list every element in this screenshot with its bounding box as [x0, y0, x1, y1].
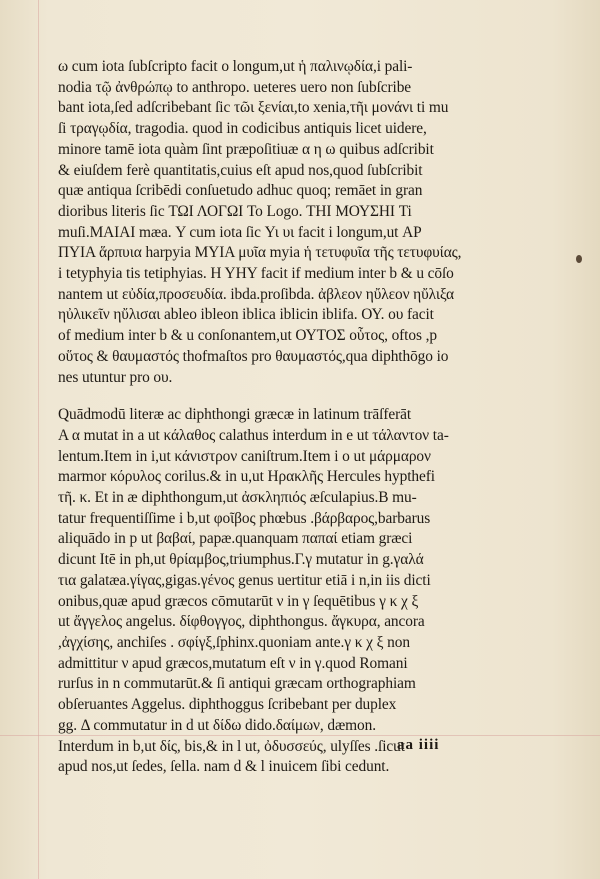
text-line: admittitur ν apud græcos,mutatum eſt ν in γ.quod Romani: [58, 654, 408, 672]
text-line: τια galatæa.γίγας,gigas.γένος genus uertitur etiā i n,in iis dicti: [58, 571, 431, 589]
text-line: ſi τραγῳδία, tragodia. quod in codicibus antiquis licet uidere,: [58, 120, 427, 138]
text-line: onibus,quæ apud græcos cōmutarūt ν in γ ſequētibus γ κ χ ξ: [58, 592, 419, 610]
text-line: ΠΥΙΑ ἅρπυια harpyia ΜΥΙΑ μυῖα myia ἡ τετυφυῖα τῆς τετυφυίας,: [58, 244, 462, 262]
text-line: nes utuntur pro ου.: [58, 368, 173, 386]
text-line: gg. Δ commutatur in d ut δίδω dido.δαίμων, dæmon.: [58, 716, 376, 734]
text-line: bant iota,ſed adſcribebant ſic τῶι ξενίαι,to xenia,τῆι μονάνι ti mu: [58, 99, 449, 117]
text-line: ,ἀγχίσης, anchiſes . σφίγξ,ſphinx.quoniam ante.γ κ χ ξ non: [58, 633, 410, 651]
text-line: i tetyphyia tis tetiphyias. Η ΥΗΥ facit if medium inter b & u cōſo: [58, 265, 454, 283]
text-line: nantem ut εὐδία,προσευδία. ibda.proſibda. ἀβλεον ηὔλεον ηὔλιξα: [58, 285, 455, 303]
text-line: ω cum iota ſubſcripto facit o longum,ut ἡ παλινῳδία,i pali-: [58, 58, 413, 75]
text-block: [58, 57, 530, 778]
section-heading-line: Quādmodū literæ ac diphthongi græcæ in latinum trāſferāt: [58, 406, 412, 424]
signature-mark: aa iiii: [397, 737, 440, 753]
text-line: ut ἄγγελος angelus. δίφθογγος, diphthongus. ἄγκυρα, ancora: [58, 613, 425, 631]
text-line: nodia τῷ ἀνθρώπῳ to anthropo. ueteres uero non ſubſcribe: [58, 78, 412, 96]
text-line: minore tamē iota quàm ſint præpoſitiuæ α η ω quibus adſcribit: [58, 140, 434, 158]
text-line: dioribus literis ſic ΤΩΙ ΛΟΓΩΙ To Logo. ΤΗΙ ΜΟΥΣΗΙ Ti: [58, 202, 412, 220]
text-line: quæ antiqua ſcribēdi conſuetudo adhuc quoq; remāet in gran: [58, 182, 423, 200]
text-line: τῆ. κ. Et in æ diphthongum,ut ἀσκληπιός æſculapius.Β mu-: [58, 489, 417, 507]
text-line: muſi.ΜΑΙΑΙ mæa. Υ cum iota ſic Υι υι facit i longum,ut ΑΡ: [58, 223, 422, 241]
text-line: apud nos,ut ſedes, ſella. nam d & l inuicem ſibi cedunt.: [58, 758, 390, 776]
text-line: Α α mutat in a ut κάλαθος calathus interdum in e ut τάλαντον ta-: [58, 426, 449, 444]
text-line: lentum.Item in i,ut κάνιστρον caniſtrum.Item i o ut μάρμαρον: [58, 447, 431, 465]
text-line: rurſus in n commutarūt.& ſi antiqui græcam orthographiam: [58, 675, 416, 693]
text-line: Interdum in b,ut δίς, bis,& in l ut, ὀδυσσεύς, ulyſſes .ſicut: [58, 737, 405, 755]
text-line: tatur frequentiſſime i b,ut φοῖβος phœbus .βάρβαρος,barbarus: [58, 509, 431, 527]
text-line: of medium inter b & u conſonantem,ut ΟΥΤΟΣ οὗτος, oftos ,p: [58, 327, 437, 345]
paragraph-gap: [58, 388, 530, 405]
text-line: aliquādo in p ut βαβαί, papæ.quanquam παπαί etiam græci: [58, 530, 413, 548]
text-line: & eiuſdem ferè quantitatis,cuius eſt apud nos,quod ſubſcribit: [58, 161, 423, 179]
text-line: οὕτος & θαυμαστός thofmaſtos pro θαυμαστός,qua diphthōgo io: [58, 347, 449, 365]
text-line: ηὐλικεῖν ηὔλισαι ableo ibleon iblica iblicin iblifa. ΟΥ. ου facit: [58, 306, 434, 324]
margin-rule-vertical: [38, 0, 39, 879]
text-line: marmor κόρυλος corilus.& in u,ut Ηρακλῆς Hercules hypthefi: [58, 468, 435, 486]
text-line: dicunt Itē in ph,ut θρίαμβος,triumphus.Γ.γ mutatur in g.γαλά: [58, 551, 424, 569]
text-line: obſeruantes Aggelus. diphthoggus ſcribebant per duplex: [58, 696, 397, 714]
paragraph-iota-subscript: [58, 57, 530, 388]
paragraph-transliteration: [58, 405, 530, 778]
binding-hole: [576, 255, 582, 263]
